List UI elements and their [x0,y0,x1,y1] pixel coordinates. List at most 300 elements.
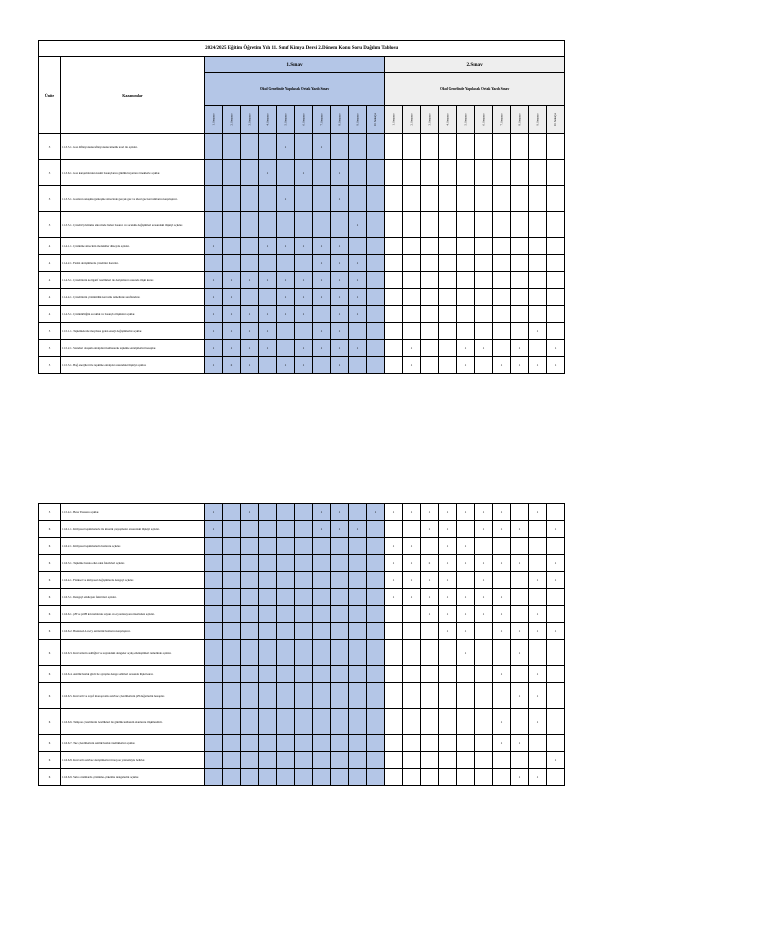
table-row [39,538,565,555]
exam1-count-cell [205,623,223,640]
exam2-count-cell: 1 [529,323,547,340]
scenario-header [385,106,403,134]
exam1-count-cell [295,572,313,589]
exam2-count-cell: 1 [385,555,403,572]
exam2-count-cell [403,186,421,212]
exam2-count-cell: 1 [385,504,403,521]
exam2-count-cell: 1 [529,683,547,709]
exam1-count-cell [349,623,367,640]
exam1-count-cell [259,555,277,572]
exam2-count-cell [511,589,529,606]
exam2-count-cell [385,323,403,340]
exam2-count-cell [385,769,403,786]
scenario-header [241,106,259,134]
exam1-count-cell [367,640,385,666]
exam1-count-cell [331,589,349,606]
unit-cell: 6 [39,521,61,538]
exam2-count-cell: 1 [403,589,421,606]
exam1-count-cell: 1 [313,323,331,340]
kazanim-cell: 11.6.6.6. Tampon çözeltilerin özellikleri ile günlük kullanım alanlarını ilişkilendirir. [61,709,205,735]
exam2-count-cell: 1 [457,623,475,640]
exam2-count-cell [529,340,547,357]
exam1-count-cell [277,640,295,666]
exam1-count-cell [349,572,367,589]
scenario-label: 2. Senaryo [410,113,413,126]
exam1-count-cell [349,238,367,255]
exam2-count-cell [475,752,493,769]
kazanim-cell: 11.5.4.1. Hess Yasasını açıklar. [61,504,205,521]
exam2-count-cell [475,212,493,238]
kazanim-cell: 11.6.6.9. Sulu ortamlarda çözünme-çökelme dengelerini açıklar. [61,769,205,786]
table-row [39,186,565,212]
exam2-count-cell [403,134,421,160]
exam2-count-cell [511,134,529,160]
exam1-count-cell [241,555,259,572]
table-row [39,504,565,521]
exam1-count-cell: 1 [295,289,313,306]
exam1-count-cell [241,538,259,555]
exam2-count-cell [439,255,457,272]
unit-cell: 5 [39,357,61,374]
exam1-count-cell [313,606,331,623]
exam1-count-cell: 1 [295,238,313,255]
exam2-count-cell [403,238,421,255]
exam1-count-cell: 1 [277,306,295,323]
exam1-count-cell: 1 [331,340,349,357]
exam1-count-cell [313,186,331,212]
exam1-count-cell [331,623,349,640]
exam1-count-cell [277,504,295,521]
exam1-count-cell [259,606,277,623]
exam2-count-cell [529,134,547,160]
exam1-count-cell: 1 [241,306,259,323]
exam1-count-cell [313,160,331,186]
exam2-count-cell: 1 [529,769,547,786]
exam2-count-cell [403,160,421,186]
exam1-count-cell [241,289,259,306]
exam2-count-cell [511,538,529,555]
table-row [39,752,565,769]
exam1-count-cell [259,357,277,374]
exam2-count-cell [385,709,403,735]
exam2-count-cell [385,640,403,666]
exam2-count-cell [511,709,529,735]
exam1-count-cell [331,572,349,589]
exam1-count-cell [367,683,385,709]
exam1-count-cell [277,623,295,640]
exam2-count-cell [403,769,421,786]
scenario-header [349,106,367,134]
exam1-count-cell [349,589,367,606]
exam2-count-cell [511,255,529,272]
exam1-count-cell [331,134,349,160]
unit-cell: 3 [39,134,61,160]
exam1-count-cell [349,357,367,374]
scenario-label: 7. Senaryo [500,113,503,126]
exam1-count-cell: 1 [295,272,313,289]
exam1-count-cell: 1 [259,306,277,323]
exam2-count-cell: 1 [403,538,421,555]
exam2-count-cell [385,134,403,160]
exam1-count-cell [205,212,223,238]
exam2-count-cell [385,160,403,186]
scenario-label: 10. Senaryo [554,112,558,127]
exam2-count-cell [547,666,565,683]
exam2-count-cell [493,769,511,786]
exam2-count-cell [385,357,403,374]
exam1-count-cell [223,640,241,666]
unit-cell: 4 [39,255,61,272]
unit-cell: 6 [39,623,61,640]
unit-cell: 3 [39,186,61,212]
exam1-count-cell [241,709,259,735]
unit-cell: 6 [39,538,61,555]
exam1-count-cell [205,606,223,623]
exam1-count-cell [241,134,259,160]
exam1-count-cell [331,606,349,623]
exam1-count-cell: 1 [331,238,349,255]
exam2-count-cell: 1 [421,589,439,606]
scenario-label: 3. Senaryo [248,113,251,126]
exam1-count-cell [223,683,241,709]
exam1-count-cell: 1 [241,504,259,521]
exam1-count-cell: 1 [223,272,241,289]
exam2-count-cell [403,709,421,735]
exam1-count-cell [241,752,259,769]
table-row [39,709,565,735]
exam1-count-cell [259,212,277,238]
kazanim-cell: 11.6.6.8. Kuvvetli asit/baz derişimlerini titrasyon yöntemiyle belirler. [61,752,205,769]
unit-cell: 6 [39,555,61,572]
exam1-count-cell [259,735,277,752]
exam1-count-cell [223,666,241,683]
exam2-count-cell: 1 [385,589,403,606]
exam2-count-cell: 1 [403,504,421,521]
kazanim-cell: 11.6.6.5. Kuvvetli ve zayıf monoprotik asit/baz çözeltilerinin pH değerlerini hesaplar. [61,683,205,709]
exam2-count-cell [475,306,493,323]
table-row [39,238,565,255]
exam2-count-cell [421,538,439,555]
exam1-count-cell [295,769,313,786]
exam2-count-cell: 1 [547,752,565,769]
exam1-count-cell [223,160,241,186]
exam2-count-cell [403,683,421,709]
exam2-count-cell [493,238,511,255]
exam2-count-cell: 1 [493,555,511,572]
exam2-count-cell [385,521,403,538]
exam1-count-cell [259,255,277,272]
exam2-count-cell [511,752,529,769]
exam2-count-cell [547,323,565,340]
scenario-label: 6. Senaryo [482,113,485,126]
exam1-count-cell [205,666,223,683]
exam1-count-cell [259,572,277,589]
exam2-count-cell [475,538,493,555]
exam1-count-cell [205,555,223,572]
scenario-label: 7. Senaryo [320,113,323,126]
exam1-header: 1.Sınav [205,57,385,73]
exam1-count-cell: 1 [331,255,349,272]
exam1-count-cell [313,212,331,238]
exam1-count-cell [241,572,259,589]
exam2-count-cell [547,683,565,709]
exam1-count-cell [295,683,313,709]
exam2-count-cell: 1 [511,769,529,786]
exam2-count-cell [439,666,457,683]
exam1-count-cell: 1 [313,134,331,160]
kazanim-cell: 11.4.5.1. Çözünürlüğün sıcaklık ve basınçla ilişkisini açıklar. [61,306,205,323]
exam1-subheader: Okul Genelinde Yapılacak Ortak Yazılı Sınav [205,73,385,106]
exam2-count-cell [403,323,421,340]
exam1-count-cell [349,606,367,623]
exam2-count-cell [529,212,547,238]
distribution-table-part1 [38,40,565,374]
exam1-count-cell [295,752,313,769]
kazanim-cell: 11.4.3.1. Çözeltilerin koligatif özellikleri ile derişimleri arasında ilişki kurar. [61,272,205,289]
table-row [39,640,565,666]
exam2-count-cell [403,606,421,623]
exam2-count-cell [439,357,457,374]
exam1-count-cell: 1 [205,272,223,289]
exam1-count-cell [259,640,277,666]
exam1-count-cell [313,357,331,374]
exam2-count-cell [439,212,457,238]
exam2-count-cell: 1 [511,357,529,374]
unit-cell: 6 [39,572,61,589]
exam2-count-cell [493,272,511,289]
scenario-label: 5. Senaryo [284,113,287,126]
exam1-count-cell [313,640,331,666]
exam2-count-cell [439,640,457,666]
exam1-count-cell [331,538,349,555]
kazanim-cell: 11.6.6.7. Tuz çözeltilerinin asitlik/bazlık özelliklerini açıklar. [61,735,205,752]
exam1-count-cell [259,504,277,521]
exam1-count-cell [241,640,259,666]
exam2-count-cell [511,289,529,306]
exam1-count-cell [295,640,313,666]
exam1-count-cell [223,572,241,589]
exam2-count-cell: 1 [439,589,457,606]
exam1-count-cell: 1 [259,238,277,255]
unit-cell: 3 [39,160,61,186]
exam1-count-cell [241,666,259,683]
exam1-count-cell: 1 [241,357,259,374]
table-row [39,289,565,306]
exam1-count-cell: 1 [205,504,223,521]
exam2-count-cell [457,572,475,589]
exam1-count-cell [313,589,331,606]
exam2-count-cell [493,134,511,160]
exam2-count-cell [475,683,493,709]
table-row [39,357,565,374]
unit-cell: 4 [39,289,61,306]
kazanim-cell: 11.6.6.2. Brønsted-Lowry asitlerini/bazlarını karşılaştırır. [61,623,205,640]
exam2-count-cell [475,357,493,374]
exam2-count-cell: 1 [529,623,547,640]
table-row [39,589,565,606]
exam2-count-cell: 1 [421,521,439,538]
exam1-count-cell [205,640,223,666]
exam2-count-cell [547,289,565,306]
exam2-count-cell [403,212,421,238]
exam2-header: 2.Sınav [385,57,565,73]
kazanim-cell: 11.3.5.1. Çözelti/Çözünme sürecinde buhar basıncı ve sıcaklık değişimleri arasındaki ilişkiyi açıklar. [61,212,205,238]
exam1-count-cell: 1 [277,238,295,255]
exam2-count-cell [403,272,421,289]
unit-cell: 4 [39,306,61,323]
exam1-count-cell [331,212,349,238]
exam1-count-cell [349,640,367,666]
exam1-count-cell [367,572,385,589]
exam1-count-cell [223,606,241,623]
exam1-count-cell [313,735,331,752]
kazanim-cell: 11.4.4.1. Çözeltilerin çözünürlük kavramı temelinde sınıflandırır. [61,289,205,306]
exam2-count-cell [385,306,403,323]
exam2-count-cell [529,238,547,255]
exam2-count-cell [547,640,565,666]
exam2-count-cell [385,606,403,623]
exam1-count-cell [367,623,385,640]
exam1-count-cell [277,160,295,186]
exam2-count-cell [457,289,475,306]
exam2-count-cell [385,752,403,769]
exam2-count-cell [475,238,493,255]
kazanim-cell: 11.6.4.1. Fiziksel ve kimyasal değişimlerde dengeyi açıklar. [61,572,205,589]
exam2-count-cell [529,306,547,323]
exam2-count-cell [493,255,511,272]
exam1-count-cell [367,769,385,786]
table-row [39,683,565,709]
exam1-count-cell [277,255,295,272]
table-row [39,769,565,786]
exam2-count-cell: 1 [493,606,511,623]
exam2-count-cell: 1 [493,589,511,606]
exam1-count-cell [241,769,259,786]
exam2-count-cell: 1 [493,521,511,538]
exam2-count-cell [385,666,403,683]
exam1-count-cell [241,186,259,212]
exam1-count-cell [223,134,241,160]
exam1-count-cell [223,769,241,786]
exam1-count-cell [223,589,241,606]
exam2-count-cell [421,186,439,212]
exam2-count-cell [385,623,403,640]
exam2-count-cell [439,709,457,735]
exam1-count-cell: 1 [313,504,331,521]
exam1-count-cell: 1 [331,357,349,374]
exam1-count-cell [331,555,349,572]
scenario-label: 8. Senaryo [518,113,521,126]
exam2-count-cell [421,272,439,289]
scenario-header [457,106,475,134]
scenario-header [529,106,547,134]
unit-header: Ünite [39,57,61,134]
kazanim-cell: 11.3.6.1. Gaz karışımlarının kısmi basınçlarını günlük hayattan örneklerle açıklar. [61,160,205,186]
exam1-count-cell: 1 [349,521,367,538]
kazanim-cell: 11.6.6.4. Asitlik/bazlık gücü ile ayrışma denge sabitleri arasında ilişki kurar. [61,666,205,683]
exam1-count-cell [259,521,277,538]
exam2-count-cell [421,752,439,769]
exam1-count-cell: 1 [313,238,331,255]
exam1-count-cell: 1 [313,255,331,272]
exam2-count-cell [493,538,511,555]
exam2-count-cell: 1 [529,504,547,521]
exam1-count-cell [205,572,223,589]
exam2-count-cell [493,289,511,306]
exam2-count-cell [547,212,565,238]
exam1-count-cell [349,709,367,735]
exam2-count-cell: 1 [457,555,475,572]
exam1-count-cell [367,306,385,323]
exam1-count-cell [295,623,313,640]
exam2-count-cell [421,323,439,340]
exam2-count-cell: 1 [457,504,475,521]
kazanim-cell: 11.4.2.1. Farklı derişimlerde çözeltiler hazırlar. [61,255,205,272]
kazanim-cell: 11.5.2.1. Standart oluşum entalpileri kullanarak tepkime entalpilerini hesaplar. [61,340,205,357]
scenario-label: 4. Senaryo [266,113,269,126]
exam2-count-cell [547,606,565,623]
unit-cell: 6 [39,709,61,735]
exam1-count-cell [313,709,331,735]
exam2-count-cell [529,521,547,538]
exam2-count-cell [511,272,529,289]
exam1-count-cell: 1 [349,272,367,289]
exam1-count-cell: 1 [205,521,223,538]
exam1-count-cell [259,289,277,306]
exam2-count-cell [403,666,421,683]
exam1-count-cell [223,752,241,769]
exam1-count-cell [223,255,241,272]
exam1-count-cell [223,555,241,572]
exam1-count-cell [277,709,295,735]
kazanim-cell: 11.6.3.1. Tepkime hızına etki eden faktörleri açıklar. [61,555,205,572]
exam2-count-cell: 1 [421,504,439,521]
exam1-count-cell [277,572,295,589]
scenario-label: 9. Senaryo [356,113,359,126]
exam1-count-cell [259,538,277,555]
exam1-count-cell [277,538,295,555]
exam1-count-cell: 1 [259,323,277,340]
exam1-count-cell: 1 [295,357,313,374]
exam1-count-cell: 1 [241,272,259,289]
exam1-count-cell [349,769,367,786]
exam2-count-cell [475,640,493,666]
exam1-count-cell [349,134,367,160]
exam2-count-cell [403,735,421,752]
exam2-count-cell [475,289,493,306]
exam2-count-cell [457,186,475,212]
exam2-count-cell [385,289,403,306]
exam1-count-cell [313,623,331,640]
kazanim-cell: 11.6.1.1. Kimyasal tepkimelerle ile kinetik çarpışmalar arasındaki ilişkiyi açıklar. [61,521,205,538]
exam1-count-cell: 1 [223,289,241,306]
exam2-count-cell [385,212,403,238]
exam2-count-cell [385,272,403,289]
scenario-label: 1. Senaryo [392,113,395,126]
exam2-count-cell [529,186,547,212]
exam1-count-cell: 1 [313,272,331,289]
exam1-count-cell [241,238,259,255]
kazanim-cell: 11.6.6.3. Kuvvetlerin asitliğini ve suyundaki dengeler açılış etkileşimleri temelinde açıklar. [61,640,205,666]
exam2-count-cell [439,752,457,769]
exam2-count-cell: 1 [547,521,565,538]
exam2-subheader: Okul Genelinde Yapılacak Ortak Yazılı Sınav [385,73,565,106]
exam2-count-cell [439,134,457,160]
scenario-header [439,106,457,134]
scenario-label: 8. Senaryo [338,113,341,126]
exam1-count-cell: 1 [205,323,223,340]
exam2-count-cell [511,606,529,623]
